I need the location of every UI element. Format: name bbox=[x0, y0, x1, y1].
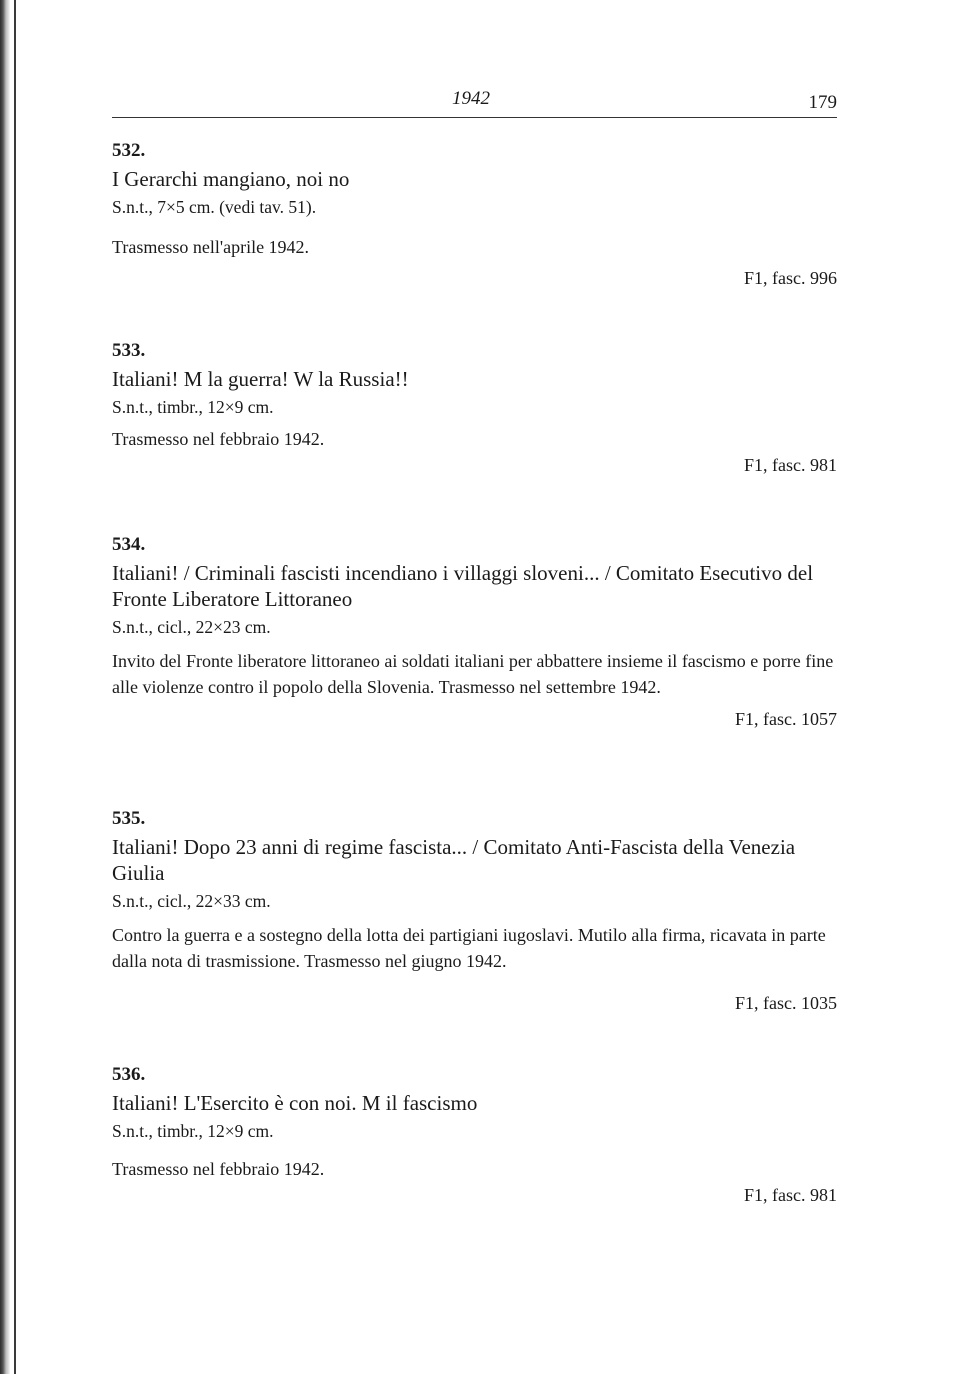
entry-note: Contro la guerra e a sostegno della lotta dei partigiani iugoslavi. Mutilo alla firma, ricavata in parte dalla nota di trasmissione. Trasmesso nel giugno 1942. bbox=[112, 925, 826, 971]
entry-note: Invito del Fronte liberatore littoraneo ai soldati italiani per abbattere insieme il fascismo e porre fine alle violenze contro il popolo della Slovenia. Trasmesso nel settembre 1942. bbox=[112, 651, 834, 697]
entry-title: Italiani! Dopo 23 anni di regime fascista... / Comitato Anti-Fascista della Venezia Giulia bbox=[112, 835, 796, 885]
running-head bbox=[112, 88, 837, 118]
entry-title: I Gerarchi mangiano, noi no bbox=[112, 167, 350, 191]
entry-note: Trasmesso nell'aprile 1942. bbox=[112, 237, 310, 257]
entry-format: S.n.t., timbr., 12×9 cm. bbox=[112, 397, 274, 417]
entry-title: Italiani! / Criminali fascisti incendiano i villaggi sloveni... / Comitato Esecutivo del Fronte Liberatore Littoraneo bbox=[112, 561, 814, 611]
entry-format: S.n.t., timbr., 12×9 cm. bbox=[112, 1121, 274, 1141]
entry-format: S.n.t., cicl., 22×33 cm. bbox=[112, 891, 271, 911]
header-rule bbox=[112, 117, 837, 118]
scan-edge-shadow bbox=[0, 0, 10, 1374]
catalog-entry-536 bbox=[112, 1062, 837, 1208]
catalog-entry-535 bbox=[112, 806, 837, 1016]
entry-number: 533. bbox=[112, 340, 146, 361]
catalog-entry-532 bbox=[112, 138, 837, 291]
entry-number: 532. bbox=[112, 140, 146, 161]
entry-reference: F1, fasc. 981 bbox=[744, 1185, 837, 1205]
entry-number: 536. bbox=[112, 1064, 146, 1085]
catalog-entry-533 bbox=[112, 338, 837, 478]
running-title: 1942 bbox=[452, 88, 490, 109]
entry-title: Italiani! M la guerra! W la Russia!! bbox=[112, 367, 409, 391]
entry-reference: F1, fasc. 1057 bbox=[735, 709, 837, 729]
entry-number: 534. bbox=[112, 534, 146, 555]
entry-format: S.n.t., cicl., 22×23 cm. bbox=[112, 617, 271, 637]
catalog-entry-534 bbox=[112, 532, 837, 732]
entry-number: 535. bbox=[112, 808, 146, 829]
entry-note: Trasmesso nel febbraio 1942. bbox=[112, 1159, 325, 1179]
entry-note: Trasmesso nel febbraio 1942. bbox=[112, 429, 325, 449]
entry-reference: F1, fasc. 981 bbox=[744, 455, 837, 475]
entry-reference: F1, fasc. 1035 bbox=[735, 993, 837, 1013]
entry-format: S.n.t., 7×5 cm. (vedi tav. 51). bbox=[112, 197, 317, 217]
entry-title: Italiani! L'Esercito è con noi. M il fascismo bbox=[112, 1091, 478, 1115]
entry-reference: F1, fasc. 996 bbox=[744, 268, 837, 288]
scan-edge-line bbox=[14, 0, 16, 1374]
page-number: 179 bbox=[808, 92, 837, 113]
